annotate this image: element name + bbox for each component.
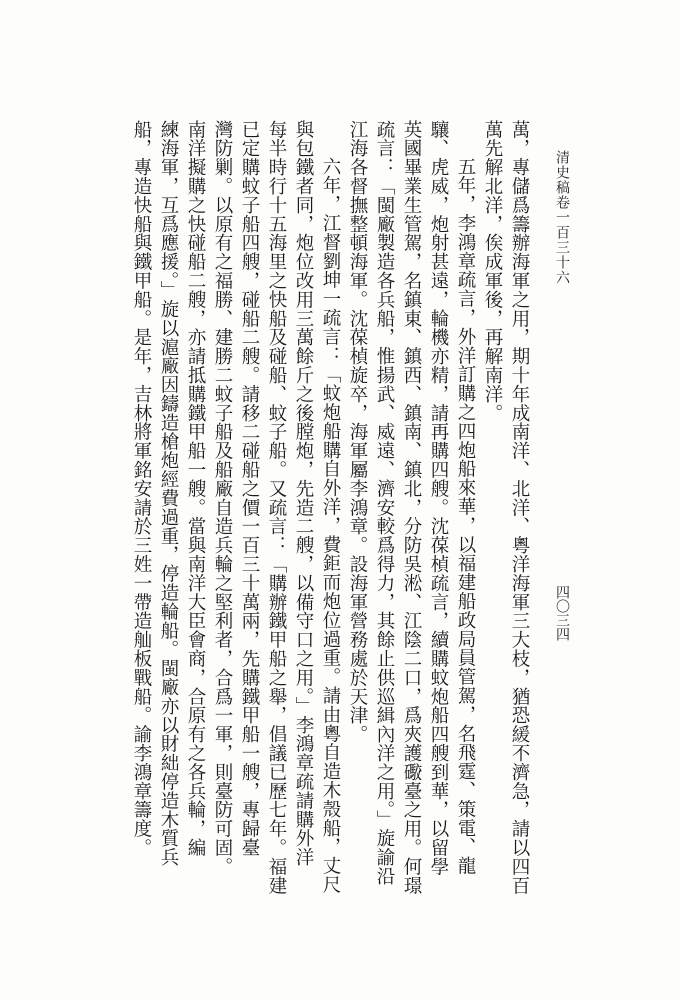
- text-column: 練海軍，互爲應援。」旋以滬廠因鑄造槍炮經費過重，停造輪船。閩廠亦以財絀停造木質兵: [158, 120, 179, 867]
- text-column: 船，專造快船與鐵甲船。是年，吉林將軍銘安請於三姓一帶造舢板戰船。諭李鴻章籌度。: [131, 120, 152, 858]
- page-number: 四〇三四: [554, 585, 570, 641]
- text-column: 每半時行十五海里之快船及碰船、蚊子船。又疏言：「購辦鐵甲船之舉，倡議已歷七年。福建: [266, 120, 287, 895]
- text-column: 驤、虎威，炮射甚遠，輪機亦精，請再購四艘。沈葆楨疏言，續購蚊炮船四艘到華，以留學: [428, 120, 449, 876]
- text-column: 六年，江督劉坤一疏言：「蚊炮船購自外洋，費鉅而炮位過重。請由粵自造木殼船，丈尺: [320, 157, 341, 895]
- text-column: 與包鐵者同，炮位改用三萬餘斤之後膛炮，先造二艘，以備守口之用。」李鴻章疏請購外洋: [293, 120, 314, 867]
- text-column: 英國畢業生管駕，名鎮東、鎮西、鎮南、鎮北，分防吳淞、江陰二口，爲夾護礮臺之用。何璟: [401, 120, 422, 895]
- text-column: 萬先解北洋，俟成軍後，再解南洋。: [482, 120, 503, 423]
- body-text: [128, 120, 533, 950]
- text-column: 已定購蚊子船四艘，碰船二艘。請移二碰船之價一百三十萬兩，先購鐵甲船一艘，專歸臺: [239, 120, 260, 858]
- running-head: 清史稿卷一百三十六: [554, 150, 570, 285]
- text-column: 江海各督撫整頓海軍。沈葆楨旋卒，海軍屬李鴻章。設海軍營務處於天津。: [347, 120, 368, 744]
- text-column: 灣防剿。以原有之福勝、建勝二蚊子船及船廠自造兵輪之堅利者，合爲一軍，則臺防可固。: [212, 120, 233, 876]
- text-column: 萬，專儲爲籌辦海軍之用，期十年成南洋、北洋、粵洋海軍三大枝，猶恐緩不濟急，請以四百: [509, 120, 530, 895]
- text-column: 南洋擬購之快碰船二艘，亦請抵購鐵甲船一艘。當與南洋大臣會商，合原有之各兵輪，編: [185, 120, 206, 858]
- text-column: 五年，李鴻章疏言，外洋訂購之四炮船來華，以福建船政局員管駕，名飛霆、策電、龍: [455, 157, 476, 876]
- text-column: 疏言：「閩廠製造各兵船，惟揚武、威遠、濟安較爲得力，其餘止供巡緝內洋之用。」旋諭沿: [374, 120, 395, 886]
